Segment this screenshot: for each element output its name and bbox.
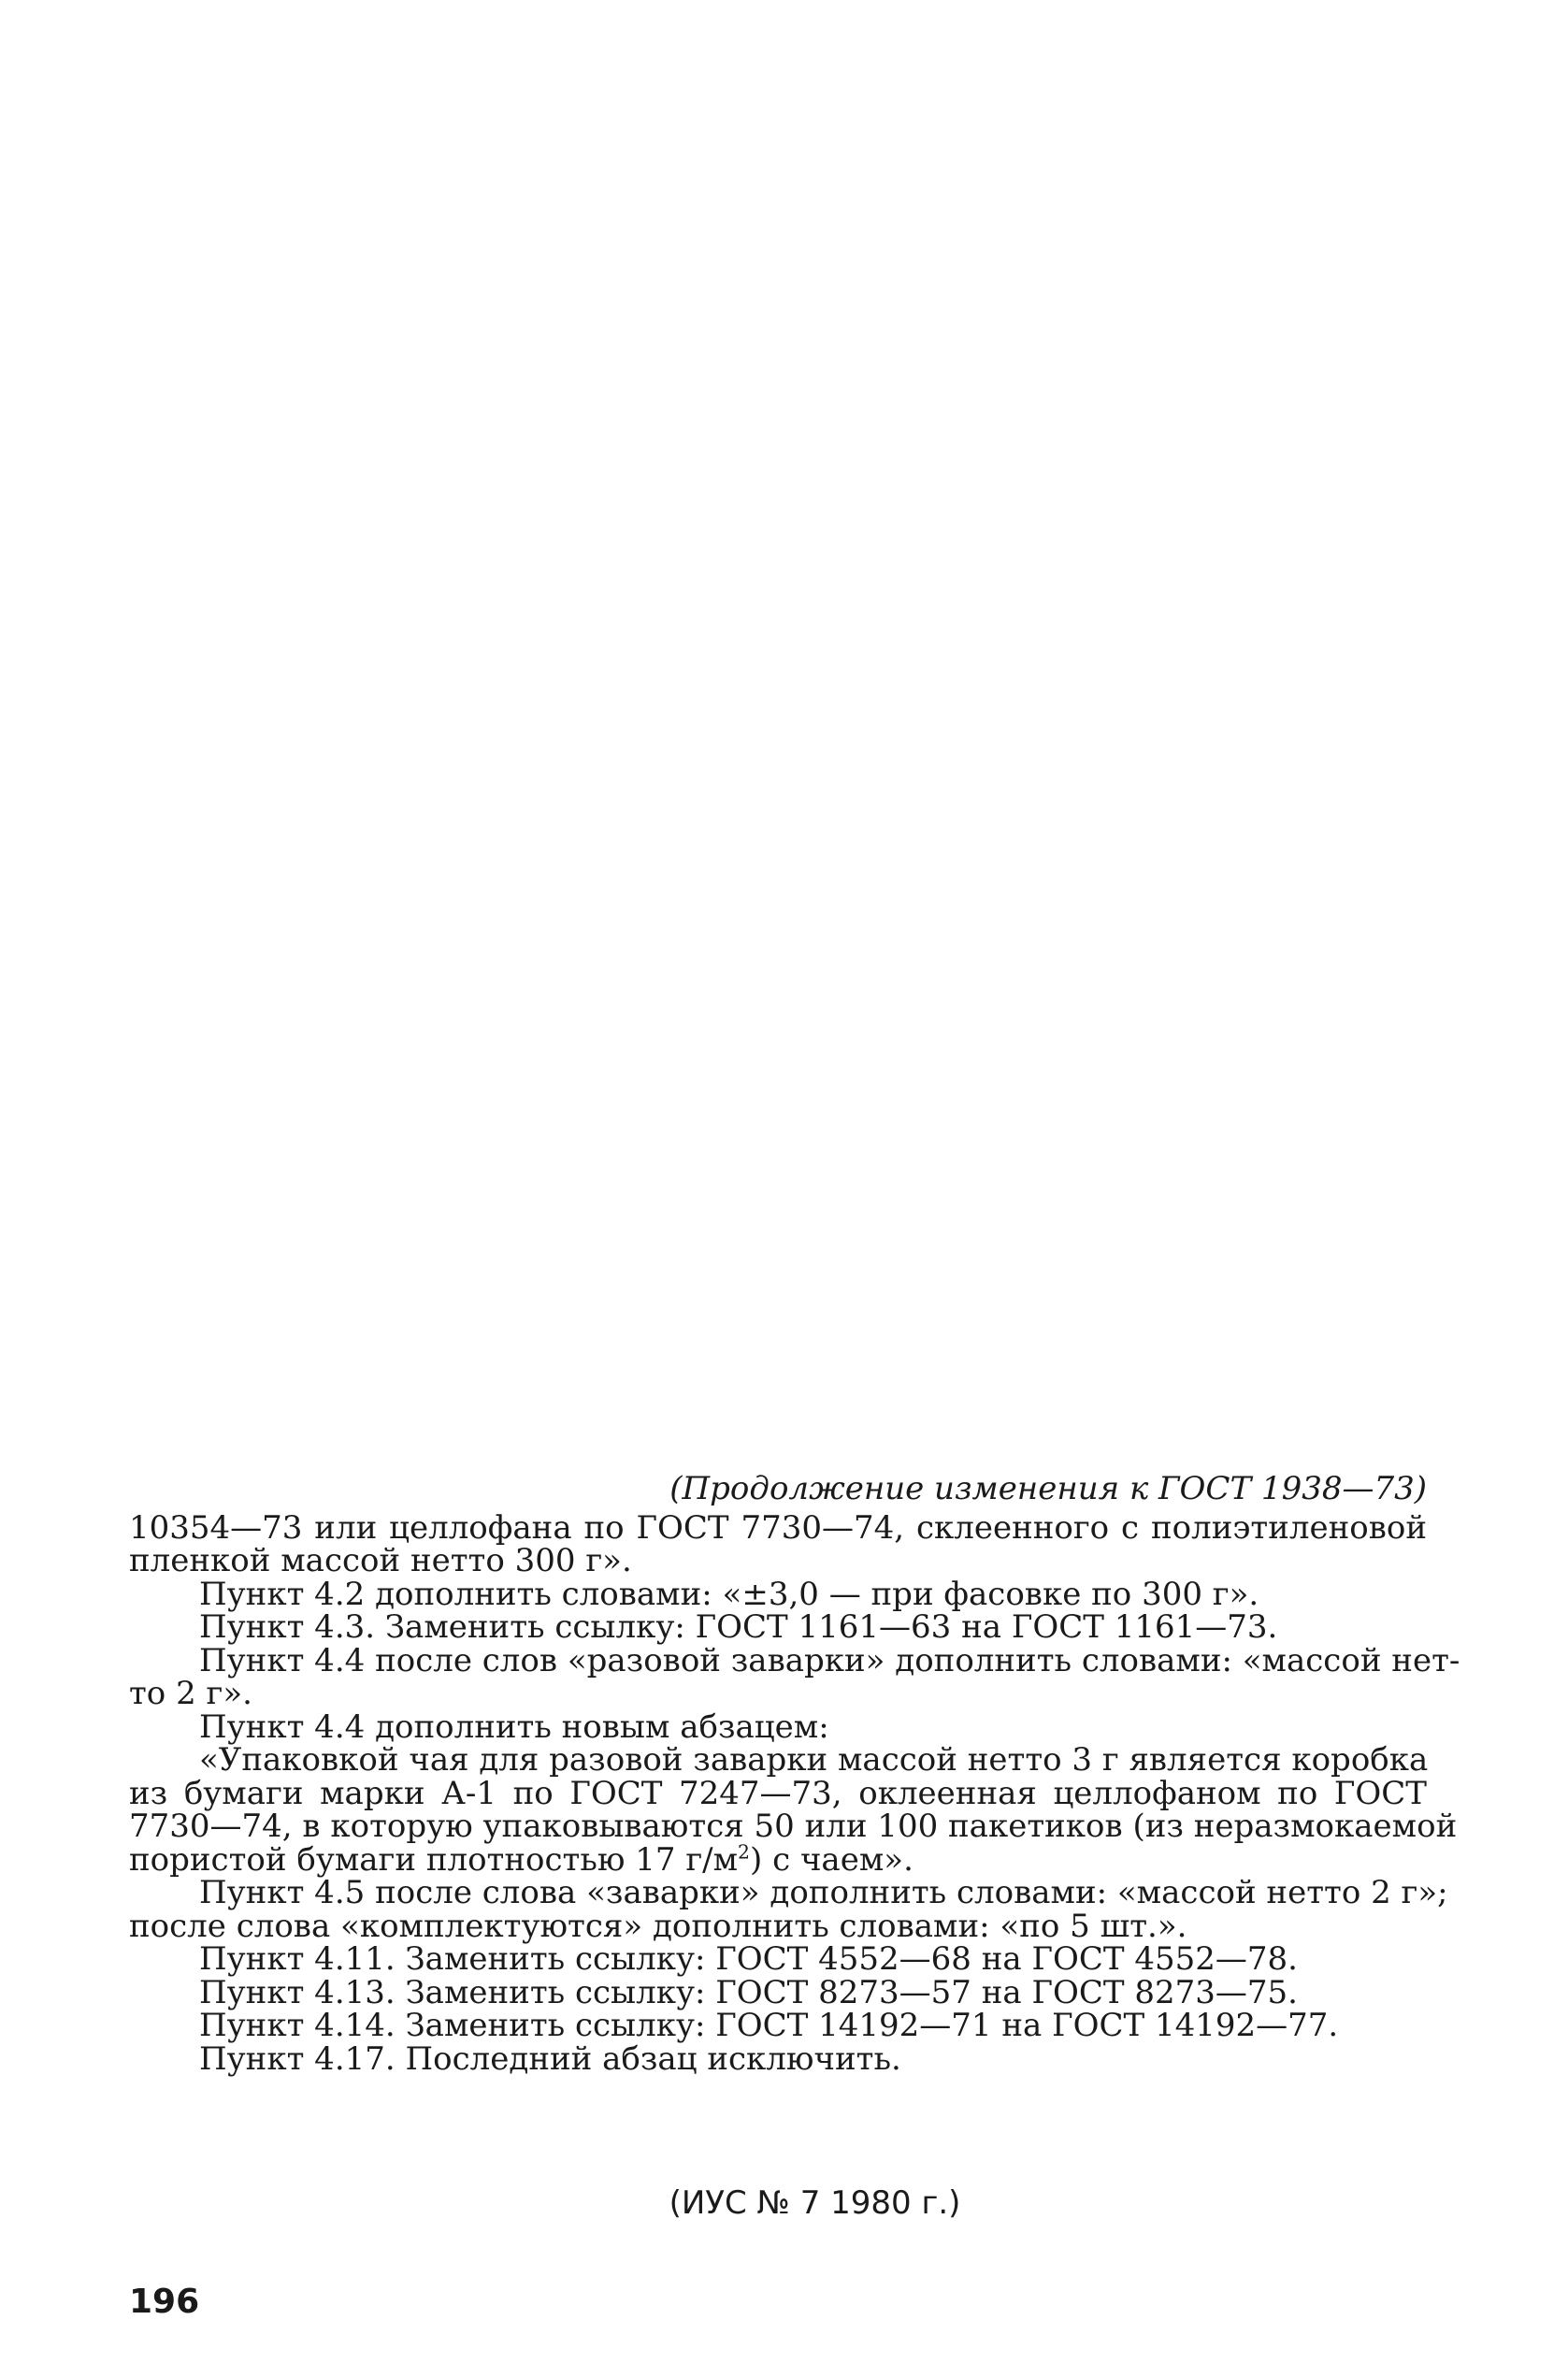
text-line: [129, 1840, 1427, 1879]
page-number: 196: [129, 2283, 200, 2321]
line-text: 10354—73 или целлофана по ГОСТ 7730—74, склеенного с полиэтиленовой: [129, 1508, 1427, 1547]
superscript: 2: [738, 1840, 751, 1864]
text-line: [129, 2039, 1427, 2078]
text-line: [129, 1641, 1460, 1679]
line-text: 7730—74, в которую упаковываются 50 или 100 пакетиков (из неразмокаемой: [129, 1808, 1458, 1845]
line-text: пористой бумаги плотностью 17 г/м: [129, 1840, 739, 1879]
source-reference: (ИУС № 7 1980 г.): [669, 2184, 961, 2222]
text-line: [129, 1675, 1427, 1712]
amendment-lines: [129, 1508, 1460, 2078]
text-line: [129, 1808, 1458, 1845]
amendment-text: [129, 1470, 1460, 2078]
text-line: [129, 1774, 1427, 1812]
text-line: [129, 1707, 1427, 1746]
line-tail: ) с чаем».: [750, 1840, 913, 1879]
text-line: [129, 1940, 1427, 1978]
text-line: [129, 1542, 1427, 1579]
line-text: то 2 г».: [129, 1675, 252, 1712]
line-text: Пункт 4.4 дополнить новым абзацем:: [199, 1707, 829, 1746]
line-text: «Упаковкой чая для разовой заварки массой нетто 3 г является коробка: [199, 1741, 1429, 1779]
line-text: пленкой массой нетто 300 г».: [129, 1542, 632, 1579]
text-line: [129, 1508, 1427, 1547]
line-text: из бумаги марки А-1 по ГОСТ 7247—73, оклеенная целлофаном по ГОСТ: [129, 1774, 1427, 1812]
text-line: [129, 1973, 1427, 2011]
line-text: Пункт 4.11. Заменить ссылку: ГОСТ 4552—68 на ГОСТ 4552—78.: [199, 1940, 1298, 1978]
text-line: [129, 1874, 1448, 1911]
text-line: [129, 1575, 1427, 1613]
line-text: Пункт 4.3. Заменить ссылку: ГОСТ 1161—63 на ГОСТ 1161—73.: [199, 1608, 1278, 1646]
line-text: после слова «комплектуются» дополнить словами: «по 5 шт.».: [129, 1907, 1187, 1945]
line-text: Пункт 4.14. Заменить ссылку: ГОСТ 14192—71 на ГОСТ 14192—77.: [199, 2007, 1339, 2044]
line-text: Пункт 4.2 дополнить словами: «±3,0 — при фасовке по 300 г».: [199, 1575, 1259, 1613]
line-text: Пункт 4.4 после слов «разовой заварки» дополнить словами: «массой нет-: [199, 1641, 1460, 1679]
line-text: Пункт 4.13. Заменить ссылку: ГОСТ 8273—57 на ГОСТ 8273—75.: [199, 1973, 1298, 2011]
text-line: [129, 1741, 1429, 1779]
text-line: [129, 1907, 1427, 1945]
line-text: Пункт 4.5 после слова «заварки» дополнить словами: «массой нетто 2 г»;: [199, 1874, 1448, 1911]
line-text: Пункт 4.17. Последний абзац исключить.: [199, 2039, 901, 2078]
text-line: [129, 2007, 1427, 2044]
text-line: [129, 1608, 1427, 1646]
continuation-header: (Продолжение изменения к ГОСТ 1938—73): [669, 1470, 1427, 1507]
